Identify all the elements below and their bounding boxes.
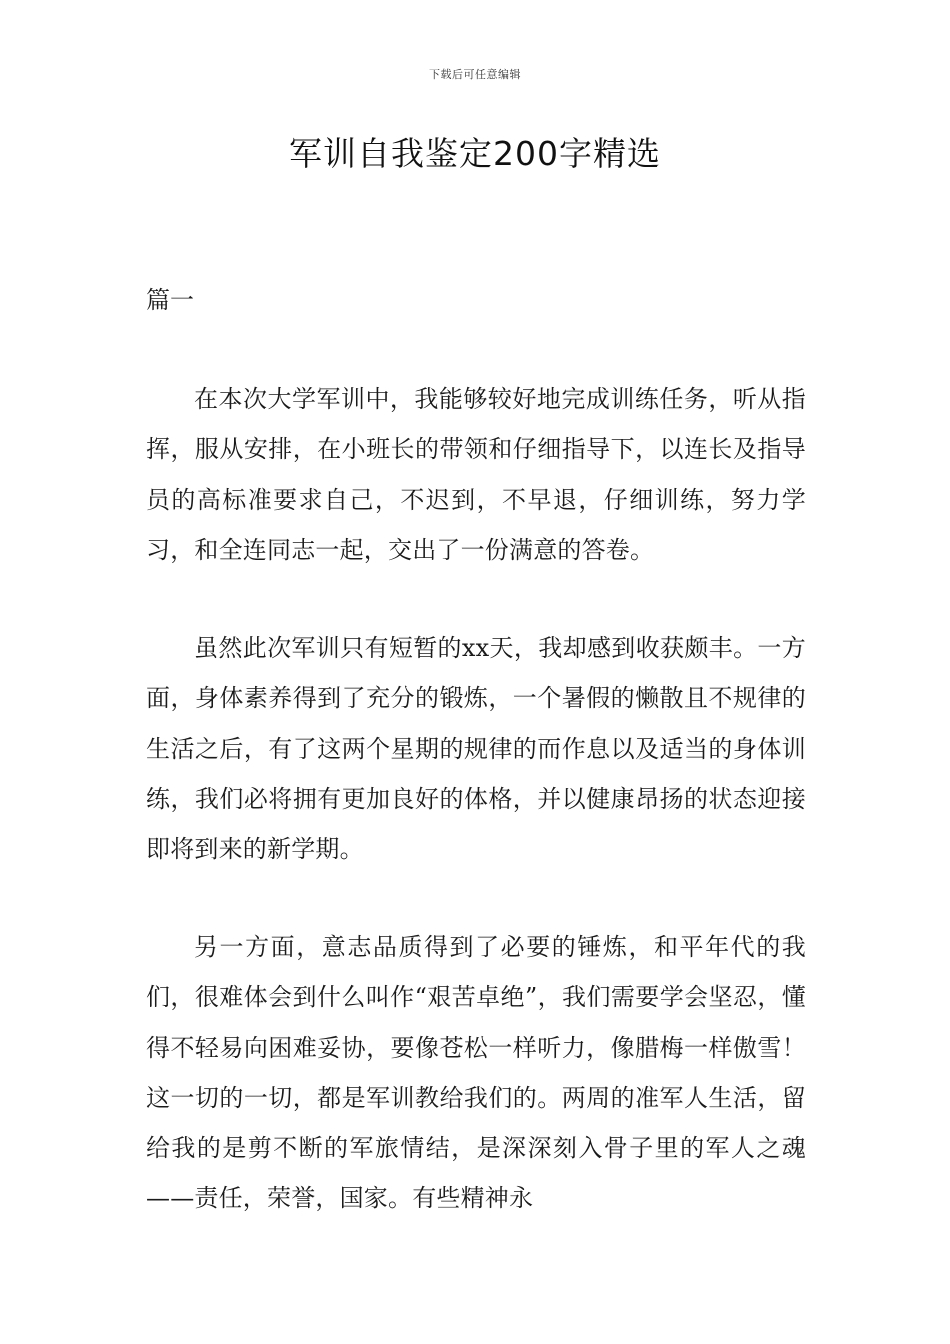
- paragraph-1: 在本次大学军训中，我能够较好地完成训练任务，听从指挥，服从安排，在小班长的带领和仔细指导下，以连长及指导员的高标准要求自己，不迟到，不早退，仔细训练，努力学习，和全连同志一起，交出了一份满意的答卷。: [146, 385, 806, 564]
- header-note: 下载后可任意编辑: [429, 68, 521, 81]
- document-title: 军训自我鉴定200字精选: [289, 134, 661, 173]
- paragraph-3: 另一方面，意志品质得到了必要的锤炼，和平年代的我们，很难体会到什么叫作“艰苦卓绝”，我们需要学会坚忍，懂得不轻易向困难妥协，要像苍松一样听力，像腊梅一样傲雪！这一切的一切，都是军训教给我们的。两周的准军人生活，留给我的是剪不断的军旅情结，是深深刻入骨子里的军人之魂——责任，荣誉，国家。有些精神永: [146, 933, 806, 1213]
- paragraph-2: 虽然此次军训只有短暂的xx天，我却感到收获颇丰。一方面，身体素养得到了充分的锻炼，一个暑假的懒散且不规律的生活之后，有了这两个星期的规律的而作息以及适当的身体训练，我们必将拥有更加良好的体格，并以健康昂扬的状态迎接即将到来的新学期。: [146, 634, 806, 864]
- section-heading: 篇一: [146, 286, 194, 314]
